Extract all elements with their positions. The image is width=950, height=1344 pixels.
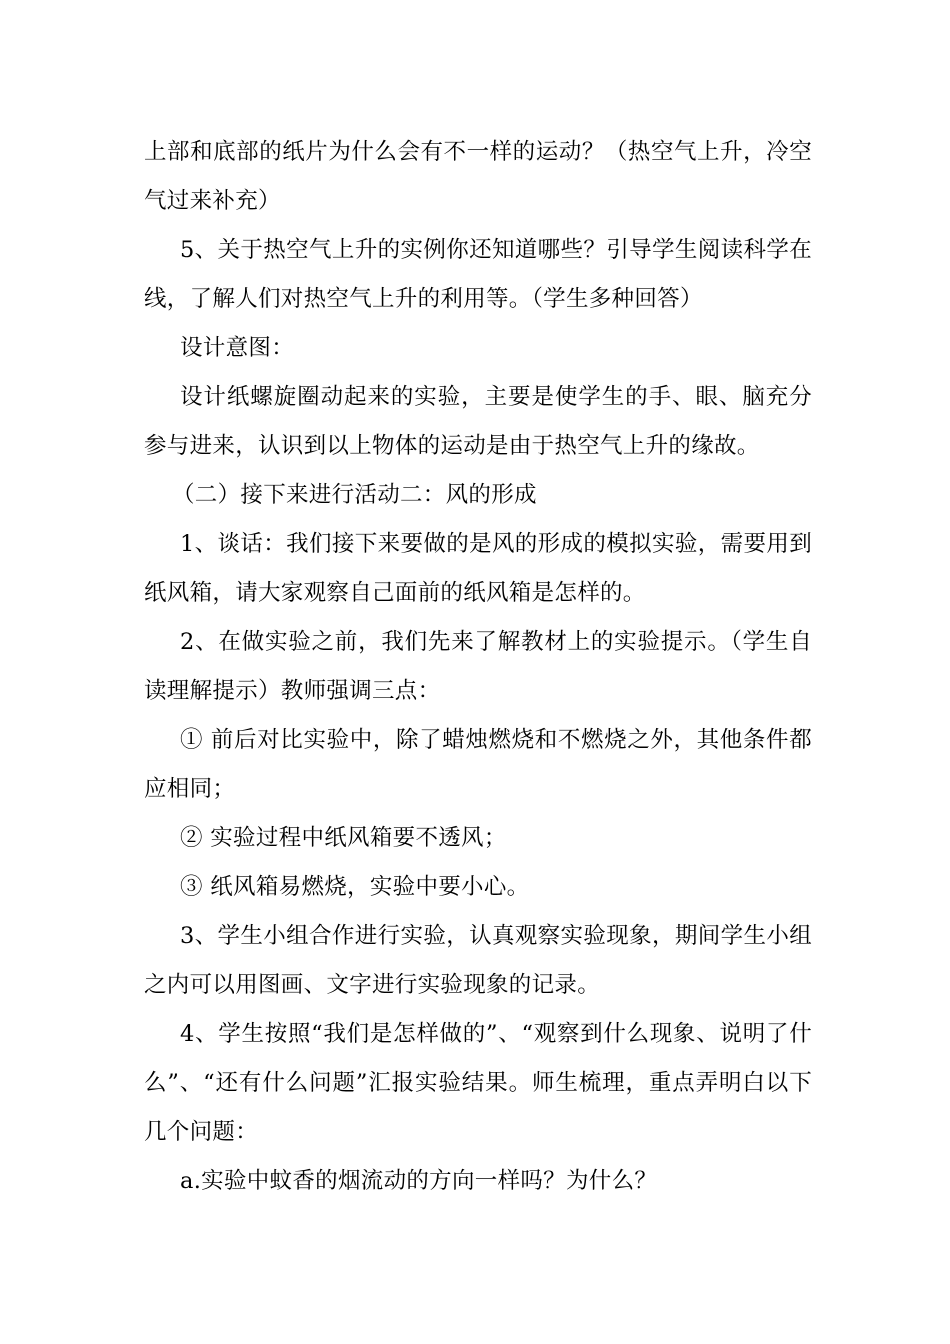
- paragraph-item-1: 1、谈话：我们接下来要做的是风的形成的模拟实验，需要用到纸风箱，请大家观察自己面前的纸风箱是怎样的。: [144, 531, 812, 606]
- paragraph-continued: 上部和底部的纸片为什么会有不一样的运动？（热空气上升，冷空气过来补充）: [144, 139, 812, 214]
- document-body: [144, 128, 812, 1206]
- paragraph-item-3: 3、学生小组合作进行实验，认真观察实验现象，期间学生小组之内可以用图画、文字进行实验现象的记录。: [144, 923, 812, 998]
- paragraph-item-5: 5、关于热空气上升的实例你还知道哪些？引导学生阅读科学在线，了解人们对热空气上升的利用等。（学生多种回答）: [144, 237, 812, 312]
- paragraph-point-2: ② 实验过程中纸风箱要不透风；: [180, 825, 507, 851]
- paragraph-activity-two-heading: （二）接下来进行活动二：风的形成: [172, 482, 537, 508]
- paragraph-point-1: ① 前后对比实验中，除了蜡烛燃烧和不燃烧之外，其他条件都应相同；: [144, 727, 812, 802]
- paragraph-design-intent-body: 设计纸螺旋圈动起来的实验，主要是使学生的手、眼、脑充分参与进来，认识到以上物体的运动是由于热空气上升的缘故。: [144, 384, 812, 459]
- paragraph-design-intent-heading: 设计意图：: [180, 335, 295, 361]
- paragraph-item-4: 4、学生按照“我们是怎样做的”、“观察到什么现象、说明了什么”、“还有什么问题”汇报实验结果。师生梳理，重点弄明白以下几个问题：: [144, 1021, 812, 1145]
- paragraph-question-a: a.实验中蚊香的烟流动的方向一样吗？为什么？: [180, 1168, 658, 1194]
- paragraph-item-2: 2、在做实验之前，我们先来了解教材上的实验提示。（学生自读理解提示）教师强调三点：: [144, 629, 812, 704]
- paragraph-point-3: ③ 纸风箱易燃烧，实验中要小心。: [180, 874, 530, 900]
